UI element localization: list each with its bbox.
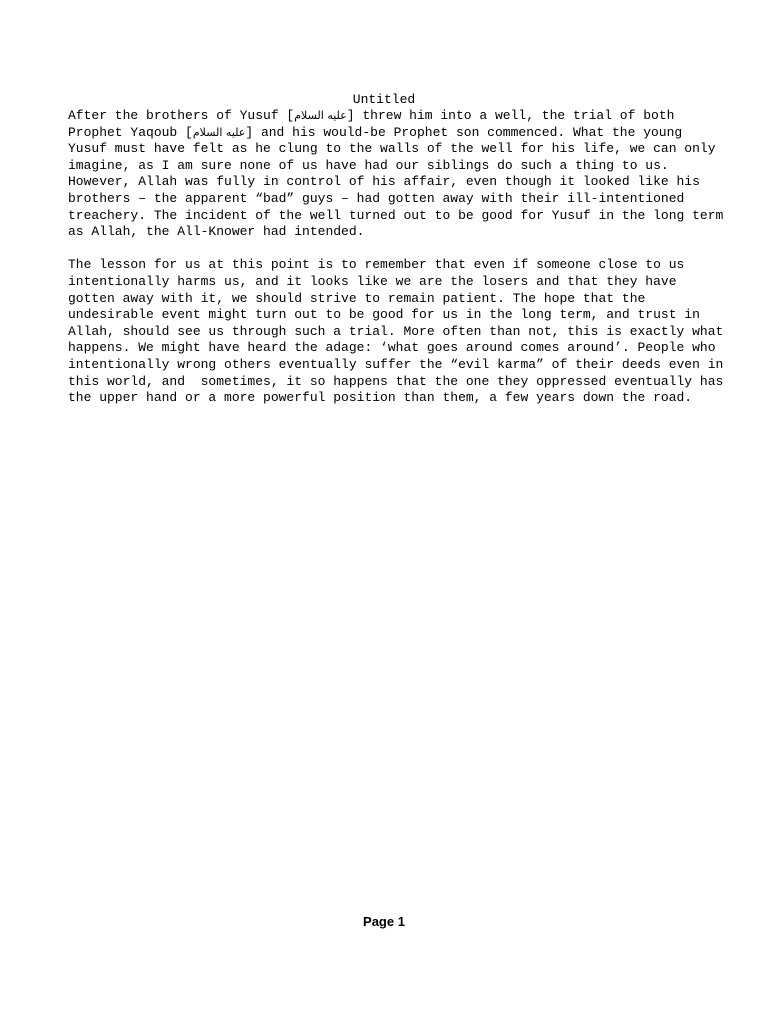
paragraph-spacer (68, 241, 708, 258)
document-body (68, 108, 724, 407)
paragraph-line (68, 125, 708, 142)
paragraph-line: brothers – the apparent “bad” guys – had gotten away with their ill-intentioned (68, 190, 685, 206)
arabic-honorific: عليه السلام (192, 125, 246, 139)
text-segment: ] and his would-be Prophet son commenced. What the young (245, 124, 683, 140)
paragraph-1 (68, 108, 724, 241)
paragraph-line: However, Allah was fully in control of his affair, even though it looked like his (68, 174, 700, 190)
paragraph-line: treachery. The incident of the well turned out to be good for Yusuf in the long term (68, 207, 724, 223)
paragraph-line: Yusuf must have felt as he clung to the walls of the well for his life, we can only (68, 141, 716, 157)
paragraph-line: as Allah, the All-Knower had intended. (68, 224, 365, 240)
text-segment: ] threw him into a well, the trial of both (346, 108, 675, 123)
document-title: Untitled (352, 92, 416, 107)
arabic-honorific: عليه السلام (294, 109, 347, 122)
paragraph-line: imagine, as I am sure none of us have had our siblings do such a thing to us. (68, 157, 669, 173)
paragraph-line: gotten away with it, we should strive to remain patient. The hope that the (68, 290, 646, 306)
paragraph-line: intentionally harms us, and it looks like we are the losers and that they have (68, 273, 677, 289)
paragraph-line: The lesson for us at this point is to remember that even if someone close to us (68, 257, 685, 273)
paragraph-line: the upper hand or a more powerful position than them, a few years down the road. (68, 390, 693, 406)
paragraph-line: undesirable event might turn out to be good for us in the long term, and trust in (68, 307, 700, 323)
paragraph-line: this world, and sometimes, it so happens that the one they oppressed eventually has (68, 373, 724, 389)
paragraph-line: happens. We might have heard the adage: ‘what goes around comes around’. People who (68, 340, 716, 356)
text-segment: After the brothers of Yusuf [ (68, 108, 295, 123)
paragraph-line (68, 108, 708, 125)
page-number: Page 1 (363, 914, 405, 929)
paragraph-2 (68, 257, 724, 406)
text-segment: Prophet Yaqoub [ (68, 124, 193, 140)
paragraph-line: intentionally wrong others eventually suffer the “evil karma” of their deeds even in (68, 356, 724, 372)
paragraph-line: Allah, should see us through such a trial. More often than not, this is exactly what (68, 323, 724, 339)
